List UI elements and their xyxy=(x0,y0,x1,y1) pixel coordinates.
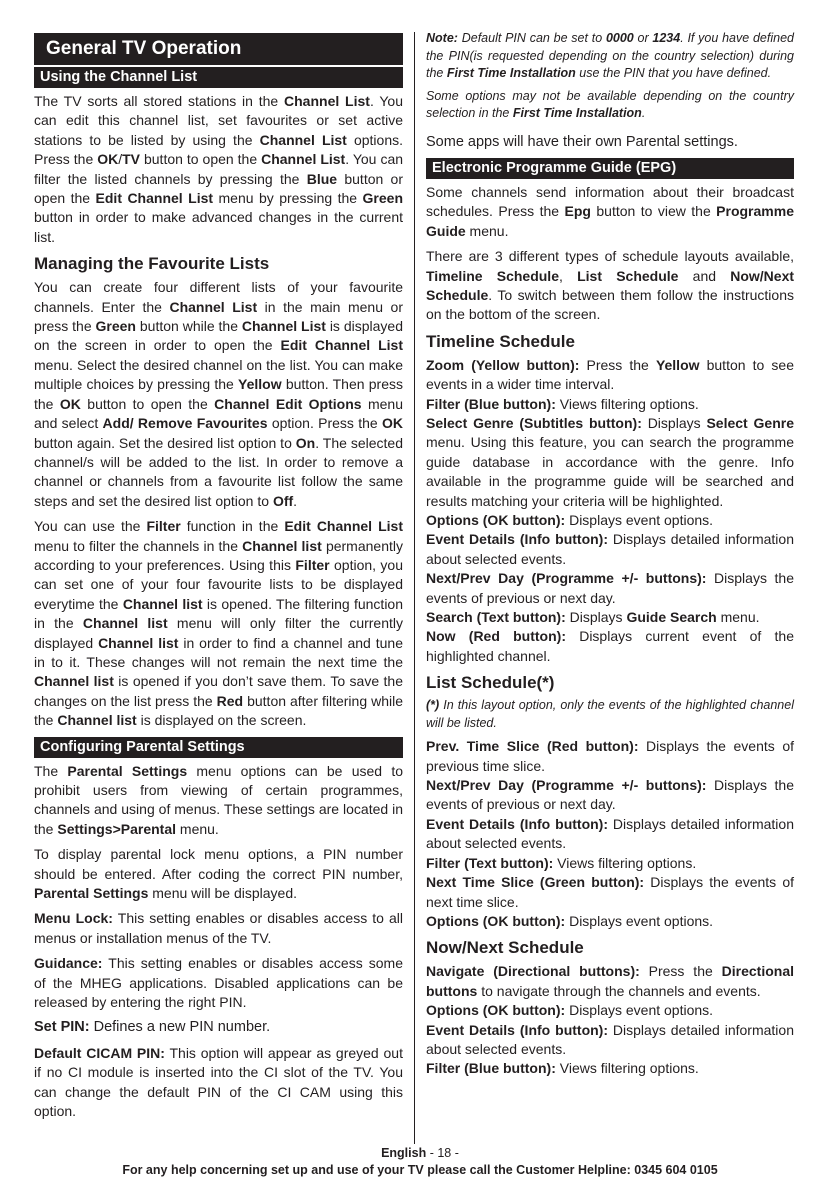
parental-paragraph-1: The Parental Settings menu options can be used to prohibit users from viewing of certain programmes, channels and using of menus. These settings are located in the Settings>Parental menu. xyxy=(34,762,403,837)
right-column xyxy=(426,30,794,1079)
option-item: Filter (Text button): Views filtering options. xyxy=(426,854,697,871)
page-number: - 18 - xyxy=(429,1146,459,1160)
option-item: Filter (Blue button): Views filtering options. xyxy=(426,1060,699,1077)
option-item: Event Details (Info button): Displays detailed information about selected events. xyxy=(426,815,794,852)
option-item: Navigate (Directional buttons): Press the Directional buttons to navigate through the channels and events. xyxy=(426,963,794,999)
guidance-paragraph: Guidance: This setting enables or disables access some of the MHEG applications. Disabled applications can be released by entering the right PIN. xyxy=(34,955,403,1011)
option-item: Search (Text button): Displays Guide Search menu. xyxy=(426,609,760,626)
footer-helpline: For any help concerning set up and use of your TV please call the Customer Helpline: 0345 604 0105 xyxy=(122,1163,718,1177)
epg-paragraph-2: There are 3 different types of schedule layouts available, Timeline Schedule, List Schedule and Now/Next Schedule. To switch between them follow the instructions on the bottom of the screen. xyxy=(426,248,795,323)
section-header-parental: Configuring Parental Settings xyxy=(34,737,403,758)
country-note: Some options may not be available depending on the country selection in the First Time Installation. xyxy=(426,88,794,120)
favourites-paragraph-2: You can use the Filter function in the Edit Channel List menu to filter the channels in the Channel list permanently according to your preferences. Using this Filter option, you can set one of your four favourite lists to be displayed everytime the Channel list is opened. The filtering function in the Channel list menu will only filter the currently displayed Channel list in order to find a channel and tune in to it. These changes will not remain the next time the Channel list is opened if you don’t save them. To save the changes on the list press the Red button after filtering while the Channel list is displayed on the screen. xyxy=(34,518,404,729)
footer-language: English xyxy=(381,1146,427,1160)
channel-list-paragraph: The TV sorts all stored stations in the Channel List. You can edit this channel list, set favourites or set active stations to be listed by using the Channel List options. Press the OK/TV button to open the Channel List. You can filter the listed channels by pressing the Blue button or open the Edit Channel List menu by pressing the Green button in order to make advanced changes in the current list. xyxy=(34,93,404,245)
left-column xyxy=(34,30,403,1128)
page-title: General TV Operation xyxy=(34,33,403,65)
option-item: Options (OK button): Displays event options. xyxy=(426,512,714,528)
default-cicam-pin-paragraph: Default CICAM PIN: This option will appear as greyed out if no CI module is inserted into the CI slot of the TV. You can change the default PIN of the CI CAM using this option. xyxy=(34,1044,403,1120)
parental-paragraph-2: To display parental lock menu options, a PIN number should be entered. After coding the correct PIN number, Parental Settings menu will be displayed. xyxy=(34,846,403,902)
pin-note: Note: Default PIN can be set to 0000 or 1234. If you have defined the PIN(is requested depending on the country selection) during the First Time Installation use the PIN that you have defined. xyxy=(426,31,794,80)
option-item: Event Details (Info button): Displays detailed information about selected events. xyxy=(426,1021,794,1057)
column-divider xyxy=(414,32,415,1144)
section-header-epg: Electronic Programme Guide (EPG) xyxy=(426,158,794,179)
epg-paragraph-1: Some channels send information about their broadcast schedules. Press the Epg button to view the Programme Guide menu. xyxy=(426,183,794,239)
option-item: Now (Red button): Displays current event of the highlighted channel. xyxy=(426,628,795,664)
apps-parental-text: Some apps will have their own Parental settings. xyxy=(426,133,738,150)
heading-now-next-schedule: Now/Next Schedule xyxy=(426,938,584,958)
list-schedule-items xyxy=(426,737,794,931)
heading-list-schedule: List Schedule(*) xyxy=(426,673,555,693)
set-pin-paragraph: Set PIN: Defines a new PIN number. xyxy=(34,1019,271,1036)
footer-page-line xyxy=(0,1146,840,1160)
option-item: Filter (Blue button): Views filtering options. xyxy=(426,395,699,412)
favourites-paragraph-1: You can create four different lists of your favourite channels. Enter the Channel List in the main menu or press the Green button while the Channel List is displayed on the screen in order to open the Edit Channel List menu. Select the desired channel on the list. You can make multiple choices by pressing the Yellow button. Then press the OK button to open the Channel Edit Options menu and select Add/ Remove Favourites option. Press the OK button again. Set the desired list option to On. The selected channel/s will be added to the list. In order to remove a channel or channels from a favourite list follow the same steps and set the desired list option to Off. xyxy=(34,279,404,509)
option-item: Next Time Slice (Green button): Displays the events of next time slice. xyxy=(426,874,794,910)
timeline-items xyxy=(426,356,794,667)
option-item: Event Details (Info button): Displays detailed information about selected events. xyxy=(426,531,794,567)
option-item: Select Genre (Subtitles button): Displays Select Genre menu. Using this feature, you can search the programme guide database in accordance with the genre. Info available in the programme guide will be searched and results matching your criteria will be highlighted. xyxy=(426,414,795,509)
heading-timeline-schedule: Timeline Schedule xyxy=(426,331,575,351)
now-next-items xyxy=(426,962,794,1078)
option-item: Zoom (Yellow button): Press the Yellow button to see events in a wider time interval. xyxy=(426,356,794,393)
option-item: Prev. Time Slice (Red button): Displays the events of previous time slice. xyxy=(426,738,794,774)
list-schedule-note: (*) In this layout option, only the events of the highlighted channel will be listed. xyxy=(426,698,794,730)
option-item: Next/Prev Day (Programme +/- buttons): Displays the events of previous or next day. xyxy=(426,777,794,813)
option-item: Next/Prev Day (Programme +/- buttons): Displays the events of previous or next day. xyxy=(426,570,794,606)
section-header-channel-list: Using the Channel List xyxy=(34,67,403,88)
option-item: Options (OK button): Displays event options. xyxy=(426,912,714,929)
menu-lock-paragraph: Menu Lock: This setting enables or disables access to all menus or installation menus of the TV. xyxy=(34,910,403,946)
heading-favourite-lists: Managing the Favourite Lists xyxy=(34,254,270,274)
option-item: Options (OK button): Displays event options. xyxy=(426,1002,714,1019)
